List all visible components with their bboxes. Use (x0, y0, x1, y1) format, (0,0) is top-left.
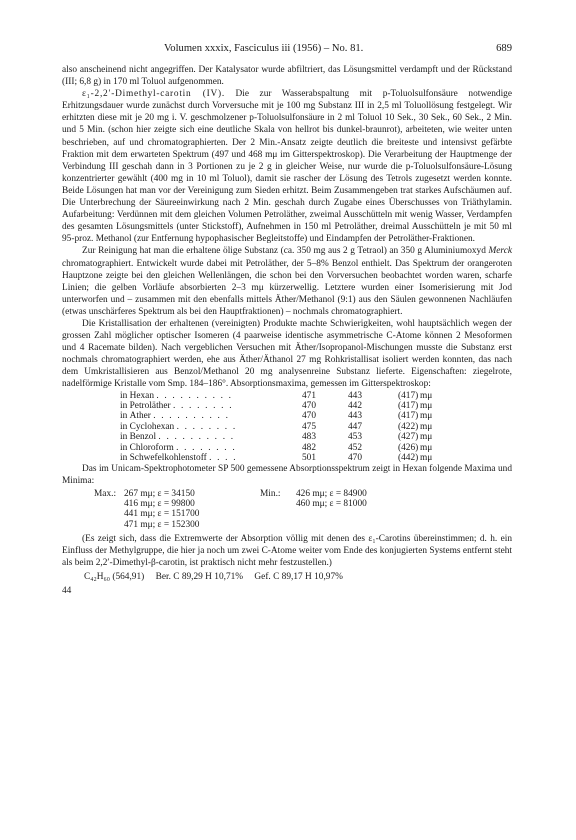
unit-cell: mμ (420, 400, 433, 411)
leader-dots: . . . . . . . . (176, 442, 237, 453)
leader-dots: . . . . (209, 452, 238, 463)
elemental-analysis (84, 571, 512, 583)
value-1-cell: 470 (302, 411, 317, 422)
value-2-cell: 443 (348, 390, 363, 401)
min-label: Min.: (260, 488, 281, 499)
unit-cell: mμ (420, 442, 433, 453)
value-3-cell: (422) (398, 421, 419, 432)
value-1-cell: 501 (302, 452, 317, 463)
paragraph-2-body: Die zur Wasserabspaltung mit p-Toluolsulfonsäure notwendige Erhitzungsdauer wurde zunächst durch Vorversuche mit je 100 mg Substanz III in 2,5 ml Toluollösung festgelegt. Wir erhitzten diese mit je 20 mg i. V. geschmolzener p-Toluolsulfonsäure in 2 ml Toluol 10 Sek., 30 Sek., 60 Sek., 2 Min. und 5 Min. (schon hier zeigte sich eine deutliche Skala von hellrot bis dunkel-braunrot), arbeiteten, wie weiter unten beschrieben, auf und chromatographierten. Der 2 Min.-Ansatz zeigte deutlich die breiteste und intensivst gefärbte Fraktion mit dem erwarteten Spektrum (497 und 468 mμ im Gitterspektroskop). Die Verarbeitung der Hauptmenge der Verbindung III geschah dann in 3 Portionen zu je 2 g in gleicher Weise, nur wurde die p-Toluolsulfonsäure-Lösung konzentrierter gewählt (400 mg in 10 ml Toluol), damit sie rascher der Lösung des Tetrols zugesetzt werden konnte. Beide Lösungen hat man vor der Vereinigung zum Sieden erhitzt. Beim Zusammengeben trat starkes Aufschäumen auf. Die Unterbrechung der Säureeinwirkung nach 2 Min. geschah durch Zugabe eines Überschusses von Triäthylamin. Aufarbeitung: Verdünnen mit dem gleichen Volumen Petroläther, zweimal Ausschütteln mit wenig Wasser, Verdampfen des gesamten Lösungsmittels (unter Stickstoff), Aufnehmen in 150 ml Petroläther, dreimal Ausschütteln je mit 50 ml 95-proz. Methanol (zur Entfernung hypophasischer Begleitstoffe) und Eindampfen der Petroläther-Fraktionen. (62, 89, 512, 245)
solvent-name: in Cyclohexan (120, 421, 175, 432)
value-2-cell: 453 (348, 432, 363, 443)
footer-number: 44 (62, 586, 72, 597)
solvent-name: in Schwefelkohlenstoff (120, 452, 207, 463)
absorption-table (120, 391, 432, 464)
maximum-value: 441 mμ; ε = 151700 (124, 509, 200, 520)
leader-dots: . . . . . . . . . . (158, 432, 235, 443)
solvent-cell (120, 401, 302, 411)
value-2-cell: 442 (348, 400, 363, 411)
value-1-cell: 483 (302, 432, 317, 443)
min-values (296, 489, 367, 531)
paragraph-1: also anscheinend nicht angegriffen. Der Katalysator wurde abfiltriert, das Lösungsmittel verdampft und der Rückstand (III; 6,8 g) in 170 ml Toluol aufgenommen. (62, 65, 512, 88)
table-row (120, 432, 432, 442)
unit-cell: mμ (420, 452, 433, 463)
value-1-cell: 482 (302, 442, 317, 453)
maxima-minima-block (94, 489, 512, 531)
leader-dots: . . . . . . . . (172, 400, 234, 411)
solvent-cell (120, 443, 302, 453)
paragraph-3 (62, 245, 512, 318)
value-2-cell: 443 (348, 411, 363, 422)
paragraph-2 (62, 88, 512, 245)
calculated-values: Ber. C 89,29 H 10,71% (155, 572, 244, 583)
solvent-name: in Chloroform (120, 442, 174, 453)
unit-cell: mμ (420, 432, 433, 443)
solvent-cell (120, 432, 302, 442)
value-1-cell: 470 (302, 400, 317, 411)
value-2-cell: 452 (348, 442, 363, 453)
section-title: ε₁-2,2′-Dimethyl-carotin (IV). (82, 89, 225, 100)
found-values: Gef. C 89,17 H 10,97% (254, 572, 343, 583)
solvent-cell (120, 411, 302, 421)
value-3-cell: (417) (398, 390, 419, 401)
running-header (62, 42, 512, 56)
paragraph-3-b: chromatographiert. Entwickelt wurde dabei mit Petroläther, der 5–8% Benzol enthielt. Das Spektrum der orangeroten Hauptzone zeigte bei den gleichen Wellenlängen, die schon bei den Vorversuchen beobachtet worden waren, scharfe Linien; die gelben Vorläufe absorbierten 2–3 mμ kürzerwellig. Letztere wurden einer Isomerisierung mit Jod unterworfen und – zusammen mit den ebenfalls mittels Äther/Methanol (9:1) aus den Säulen gewonnenen Nachläufen (etwas unschärferes Spektrum als bei den Hauptfraktionen) – nochmals chromatographiert. (62, 258, 512, 317)
max-values (124, 489, 260, 531)
table-row (120, 422, 432, 432)
paper-page (62, 42, 512, 596)
maximum-value: 416 mμ; ε = 99800 (124, 498, 195, 509)
solvent-name: in Hexan (120, 390, 154, 401)
unit-cell: mμ (420, 390, 433, 401)
solvent-cell (120, 422, 302, 432)
table-row (120, 391, 432, 401)
compound-formula: C₄₂H₆₀ (564,91) (84, 572, 145, 583)
unit-cell: mμ (420, 411, 433, 422)
maximum-value: 267 mμ; ε = 34150 (124, 488, 195, 499)
value-3-cell: (417) (398, 400, 419, 411)
value-1-cell: 475 (302, 421, 317, 432)
max-label: Max.: (94, 488, 117, 499)
leader-dots: . . . . . . . . . . (153, 411, 230, 422)
merck-italic: Merck (488, 246, 512, 257)
value-1-cell: 471 (302, 390, 317, 401)
paragraph-4: Die Kristallisation der erhaltenen (vereinigten) Produkte machte Schwierigkeiten, wohl hauptsächlich wegen der grossen Zahl möglicher optischer Isomeren (4 paarweise identische asymmetrische C-Atome können 2 Mesoformen und 4 Racemate bilden). Nach vergeblichen Versuchen mit Äther/Isopropanol-Mischungen musste die Substanz erst nochmals chromatographiert werden, ehe aus Äther/Äthanol 27 mg Rohkristallisat isoliert werden konnten, das nach dem Umkristallisieren aus Benzol/Methanol 20 mg analysenreine Substanz lieferte. Eigenschaften: ziegelrote, nadelförmige Kristalle vom Smp. 184–186°. Absorptionsmaxima, gemessen im Gitterspektroskop: (62, 318, 512, 390)
leader-dots: . . . . . . . . (176, 421, 237, 432)
paragraph-5: Das im Unicam-Spektrophotometer SP 500 gemessene Absorptionsspektrum zeigt in Hexan folgende Maxima und Minima: (62, 464, 512, 487)
unit-cell: mμ (420, 421, 433, 432)
value-2-cell: 447 (348, 421, 363, 432)
solvent-cell (120, 391, 302, 401)
value-3-cell: (426) (398, 442, 419, 453)
value-3-cell: (417) (398, 411, 419, 422)
solvent-name: in Benzol (120, 432, 157, 443)
minimum-value: 460 mμ; ε = 81000 (296, 498, 367, 509)
value-3-cell: (442) (398, 452, 419, 463)
table-row (120, 401, 432, 411)
maximum-value: 471 mμ; ε = 152300 (124, 519, 200, 530)
table-row (120, 453, 432, 463)
page-number: 689 (496, 43, 512, 54)
running-title: Volumen xxxix, Fasciculus iii (1956) – No. 81. (164, 43, 364, 54)
value-2-cell: 470 (348, 452, 363, 463)
table-row (120, 411, 432, 421)
paragraph-6: (Es zeigt sich, dass die Extremwerte der Absorption völlig mit denen des ε₁-Carotins übereinstimmen; d. h. ein Einfluss der Methylgruppe, die hier ja noch um zwei C-Atome weiter vom Ende des konjugierten Systems entfernt steht als beim 2,2′-Dimethyl-β-carotin, ist praktisch nicht mehr festzustellen.) (62, 534, 512, 569)
solvent-name: in Petroläther (120, 400, 171, 411)
solvent-name: in Äther (120, 411, 151, 422)
table-row (120, 443, 432, 453)
value-3-cell: (427) (398, 432, 419, 443)
paragraph-3-a: Zur Reinigung hat man die erhaltene ölige Substanz (ca. 350 mg aus 2 g Tetraol) an 350 g Aluminiumoxyd (82, 246, 489, 257)
minimum-value: 426 mμ; ε = 84900 (296, 488, 367, 499)
solvent-cell (120, 453, 302, 463)
leader-dots: . . . . . . . . . . (156, 390, 233, 401)
